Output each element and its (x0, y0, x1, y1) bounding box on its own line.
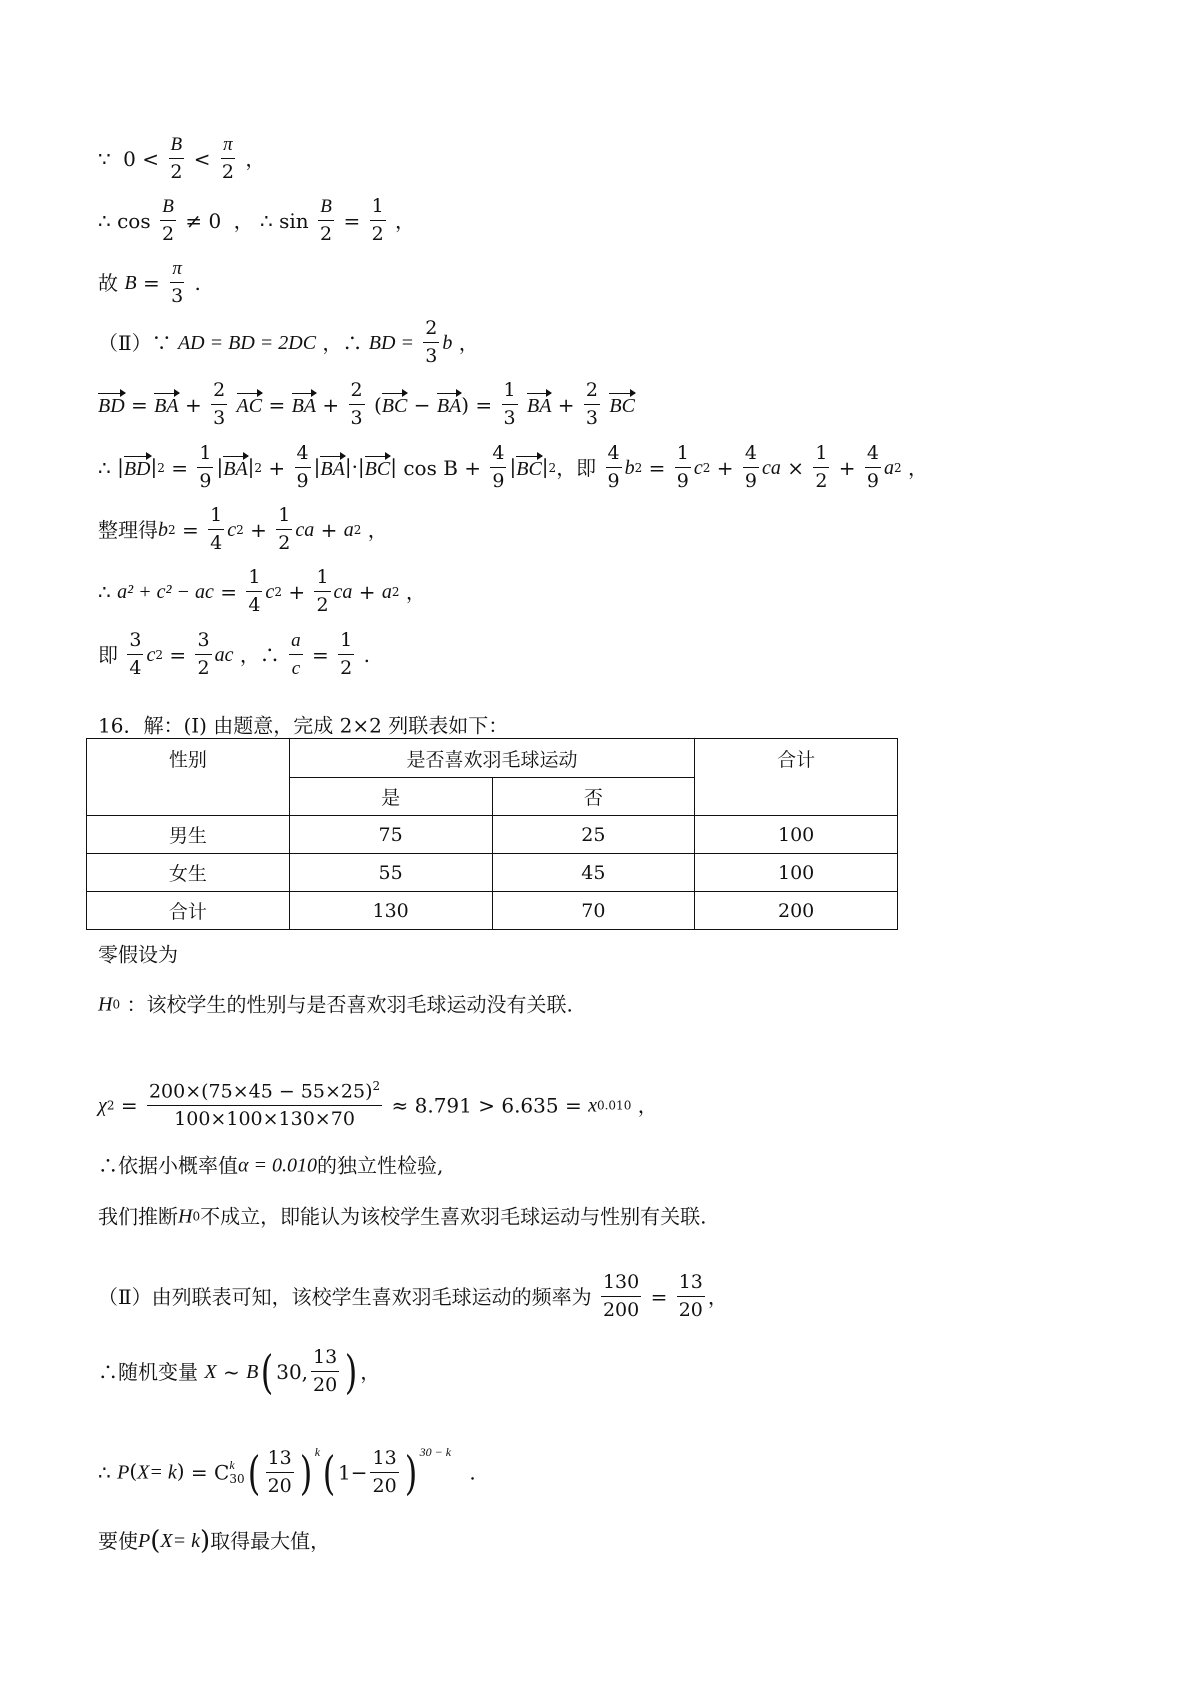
row-label: 合计 (87, 892, 290, 930)
frequency-text: （Ⅱ）由列联表可知，该校学生喜欢羽毛球运动的频率为 (98, 1284, 592, 1309)
fraction-13-over-20: $\frac{13}{20}$ (372, 1446, 397, 1497)
plus: + (322, 392, 340, 417)
fraction-13-over-20: $\frac{13}{20}$ (313, 1346, 338, 1396)
therefore-symbol: ∴ (98, 579, 111, 604)
var-b: B (124, 271, 137, 294)
line-vector-bd (98, 380, 635, 430)
fraction-1-over-9: $\frac{1}{9}$ (676, 442, 689, 492)
fraction-130-over-200: $\frac{130}{200}$ (602, 1271, 640, 1321)
cell-total: 100 (695, 816, 898, 854)
vector-ba: BA (320, 458, 345, 481)
line-pmf: ∴ P(X= k) = C k 30 ( $\frac{13}{20}$ ) $^k$( 1− $\frac{13}{20}$ ) $^{30 - k}$ . (98, 1445, 476, 1500)
equals: = (648, 455, 666, 480)
fraction-4-over-9: $\frac{4}{9}$ (296, 442, 309, 492)
period: . (469, 1460, 476, 1485)
minus: − (413, 392, 431, 417)
vector-bc: BC (364, 458, 391, 481)
vector-ba: BA (223, 458, 248, 481)
fraction-13-over-20: $\frac{13}{20}$ (678, 1271, 703, 1321)
row-label: 女生 (87, 854, 290, 892)
vector-ac: AC (236, 395, 263, 418)
null-hypothesis-text: ：该校学生的性别与是否喜欢羽毛球运动没有关联. (126, 992, 573, 1017)
comma: ， (367, 517, 388, 542)
distributed-as: ~ (222, 1359, 240, 1384)
equals: = (312, 642, 329, 667)
equals: = (650, 1284, 668, 1309)
therefore-symbol: ∴ (260, 208, 273, 233)
plus: + (320, 517, 338, 542)
cell-yes: 75 (289, 816, 492, 854)
cell-no: 45 (492, 854, 695, 892)
comma: ， (233, 208, 254, 233)
zero: 0 (208, 208, 222, 233)
line-simplify: 整理得b2 = $\frac{1}{4}$ c2 + $\frac{1}{2}$ ca + a2 ， (98, 504, 388, 554)
problem-16-intro-end: 列联表如下： (388, 713, 509, 738)
fraction-1-over-2: $\frac{1}{2}$ (316, 566, 329, 616)
table-row (87, 892, 898, 930)
therefore-symbol: ∴ (98, 208, 111, 233)
fraction-1-over-2: $\frac{1}{2}$ (371, 195, 384, 245)
critical-x: x (588, 1094, 597, 1117)
equals: = (120, 1093, 138, 1118)
comma: ， (395, 208, 416, 233)
fraction-1-over-4: $\frac{1}{4}$ (210, 504, 223, 554)
fraction-1-over-3: $\frac{1}{3}$ (503, 379, 516, 429)
line-ratio: 即 $\frac{3}{4}$ c2 = $\frac{3}{2}$ ac ，∴ $\frac{a}{c}$ = $\frac{1}{2}$ . (98, 629, 370, 679)
comma: ， (245, 146, 266, 171)
equals: = (169, 642, 187, 667)
fraction-pi-over-3: $\frac{\pi}{3}$ (171, 258, 184, 307)
fraction-1-over-9: $\frac{1}{9}$ (199, 442, 212, 492)
fraction-2-over-3: $\frac{2}{3}$ (585, 379, 599, 429)
given-expression: AD = BD = 2DC (177, 331, 317, 354)
ji-text: ，即 (556, 455, 597, 480)
equals: = (475, 392, 493, 417)
fraction-4-over-9: $\frac{4}{9}$ (492, 442, 505, 492)
line-null-hypothesis: H0 ：该校学生的性别与是否喜欢羽毛球运动没有关联. (98, 992, 573, 1017)
fraction-1-over-2: $\frac{1}{2}$ (815, 442, 828, 492)
header-like-question: 是否喜欢羽毛球运动 (289, 739, 695, 778)
cos: cos (117, 208, 151, 233)
cell-no: 70 (492, 892, 695, 930)
cell-yes: 130 (289, 892, 492, 930)
equals: = (343, 208, 361, 233)
line-conclusion: 我们推断H0不成立，即能认为该校学生喜欢羽毛球运动与性别有关联. (98, 1204, 707, 1229)
alpha-value: α = 0.010 (238, 1154, 317, 1177)
equals: = (142, 270, 160, 295)
comma: ， (405, 579, 426, 604)
vector-bc: BC (516, 458, 542, 481)
equals: = (182, 517, 199, 542)
lead-text: 整理得 (98, 517, 158, 542)
alpha-intro: ∴依据小概率值 (98, 1153, 238, 1178)
vector-ba: BA (527, 395, 552, 418)
therefore-text: ，∴ (322, 330, 363, 355)
plus: + (184, 392, 202, 417)
n-thirty: 30, (276, 1359, 309, 1384)
fraction-1-over-2: $\frac{1}{2}$ (278, 504, 291, 554)
plus: + (268, 455, 286, 480)
header-yes: 是 (289, 778, 492, 816)
left-paren: ( (373, 392, 382, 417)
vector-bc: BC (381, 395, 408, 418)
line-problem-16 (98, 714, 508, 736)
fraction-2-over-3: $\frac{2}{3}$ (213, 379, 226, 429)
part-two-label: （Ⅱ）∵ (98, 330, 172, 355)
therefore-symbol: ∴ (98, 455, 111, 480)
times: × (787, 455, 804, 480)
fraction-3-over-2: $\frac{3}{2}$ (197, 629, 210, 679)
fraction-13-over-20: $\frac{13}{20}$ (267, 1446, 292, 1497)
line-frequency (98, 1272, 728, 1322)
conclusion-text: 不成立，即能认为该校学生喜欢羽毛球运动与性别有关联. (200, 1204, 707, 1229)
chi-square-fraction: $\frac{200\times(75\times 45 - 55\times 25)^2}{100\times 100\times 130\times 70}$ (148, 1079, 381, 1131)
null-hypothesis-label: 零假设为 (98, 942, 178, 967)
prob-p: P (117, 1461, 130, 1484)
fraction-b-over-2: $\frac{B}{2}$ (170, 134, 183, 183)
plus: + (464, 455, 482, 480)
fraction-2-over-3: $\frac{2}{3}$ (350, 379, 363, 429)
zero: 0 (123, 146, 136, 171)
vector-ba: BA (436, 395, 462, 418)
vector-bd: BD (123, 458, 151, 481)
not-equal: ≠ (185, 208, 203, 233)
line-part-two-given (98, 318, 479, 368)
cell-total: 100 (695, 854, 898, 892)
binomial-b: B (246, 1360, 259, 1383)
plus: + (358, 579, 376, 604)
vector-bc: BC (609, 395, 635, 418)
line-b-equals (98, 258, 201, 308)
right-paren: ) (461, 392, 470, 417)
row-label: 男生 (87, 816, 290, 854)
line-chi-square: χ2 = $\frac{200\times(75\times 45 - 55\times 25)^2}{100\times 100\times 130\times 70}$ ≈ 8.791 > 6.635 = x0.010 ， (98, 1079, 658, 1131)
maximize-text: 取得最大值， (210, 1529, 331, 1553)
fraction-b-over-2: $\frac{B}{2}$ (161, 196, 175, 245)
fraction-4-over-9: $\frac{4}{9}$ (744, 442, 757, 492)
h-symbol: H (98, 993, 113, 1016)
alpha-outro: 的独立性检验, (317, 1153, 444, 1178)
line-cos-sin (98, 196, 415, 246)
table-dimension: 2×2 (339, 713, 382, 738)
vector-ba: BA (291, 395, 317, 418)
period: . (194, 270, 201, 295)
fraction-1-over-2: $\frac{1}{2}$ (340, 629, 353, 679)
plus: + (557, 392, 575, 417)
gu-text: 故 (98, 270, 118, 295)
therefore-text: ，∴ (239, 642, 280, 667)
line-random-variable: ∴随机变量 X ~ B( 30, $\frac{13}{20}$ ) ， (98, 1344, 381, 1399)
problem-16-intro: 16．解：(Ⅰ) 由题意，完成 (98, 713, 334, 738)
fraction-pi-over-2: $\frac{\pi}{2}$ (221, 134, 234, 183)
cell-yes: 55 (289, 854, 492, 892)
vector-ba: BA (154, 395, 179, 418)
var-x: X (204, 1360, 217, 1383)
comma: ， (707, 1284, 728, 1309)
lt-sign: < (193, 146, 211, 171)
table-row (87, 816, 898, 854)
contingency-table (86, 738, 898, 930)
because-symbol: ∵ (98, 146, 111, 171)
var-b: b (442, 331, 453, 354)
plus: + (250, 517, 267, 542)
conclusion-intro: 我们推断 (98, 1204, 178, 1229)
table-row (87, 854, 898, 892)
equals: = (190, 1460, 208, 1485)
comma: ， (908, 455, 929, 480)
equals: = (268, 392, 286, 417)
random-variable-text: ∴随机变量 (98, 1359, 198, 1384)
therefore-symbol: ∴ (98, 1460, 111, 1485)
prob-p: P (138, 1530, 151, 1552)
cell-no: 25 (492, 816, 695, 854)
line-alpha (98, 1154, 443, 1176)
comma: ， (637, 1093, 658, 1118)
plus: + (288, 579, 306, 604)
line-null-hypothesis-intro (98, 943, 178, 965)
lhs-expression: a² + c² − ac (117, 580, 214, 603)
header-total: 合计 (695, 739, 898, 816)
combination-c: C (214, 1460, 230, 1485)
header-gender: 性别 (87, 739, 290, 816)
chi-symbol: χ (98, 1094, 107, 1117)
line-squared-magnitude: ∴ |BD|2 = $\frac{1}{9}$ |BA|2 + $\frac{4}{9}$ |BA|·|BC| cos B + $\frac{4}{9}$ |BC|2，即 $\frac{4}{9}$ b2 = $\frac{1}{9}$ c2 + $\frac{4}{9}$ ca × $\frac{1}{2}$ + $\frac{4}{9}$ a2 ， (98, 442, 929, 492)
chi-square-value: ≈ 8.791 > 6.635 = (391, 1093, 582, 1118)
equals: = (131, 392, 148, 417)
comma: ， (360, 1359, 381, 1384)
cell-total: 200 (695, 892, 898, 930)
header-no: 否 (492, 778, 695, 816)
equals: = (171, 455, 189, 480)
ji-text: 即 (98, 642, 118, 667)
sin: sin (279, 208, 309, 233)
plus: + (716, 455, 734, 480)
bd-equals: BD = (368, 331, 414, 354)
fraction-3-over-4: $\frac{3}{4}$ (129, 629, 142, 679)
fraction-1-over-4: $\frac{1}{4}$ (248, 566, 261, 616)
line-because-range (98, 134, 265, 184)
line-cosine-law: ∴ a² + c² − ac = $\frac{1}{4}$ c2 + $\frac{1}{2}$ ca + a2 ， (98, 566, 426, 616)
period: . (363, 642, 370, 667)
fraction-4-over-9: $\frac{4}{9}$ (866, 442, 880, 492)
fraction-a-over-c: $\frac{a}{c}$ (291, 630, 301, 679)
fraction-4-over-9: $\frac{4}{9}$ (607, 442, 620, 492)
h-symbol: H (178, 1205, 193, 1228)
comma: ， (458, 330, 479, 355)
plus: + (838, 455, 856, 480)
line-maximize: 要使P(X= k)取得最大值， (98, 1526, 331, 1556)
fraction-b-over-2: $\frac{B}{2}$ (320, 196, 333, 245)
vector-bd: BD (98, 395, 125, 418)
cos-b: cos B (403, 455, 458, 480)
equals: = (220, 579, 237, 604)
lt-sign: < (142, 146, 159, 171)
maximize-intro: 要使 (98, 1529, 138, 1553)
fraction-2-over-3: $\frac{2}{3}$ (425, 317, 438, 367)
